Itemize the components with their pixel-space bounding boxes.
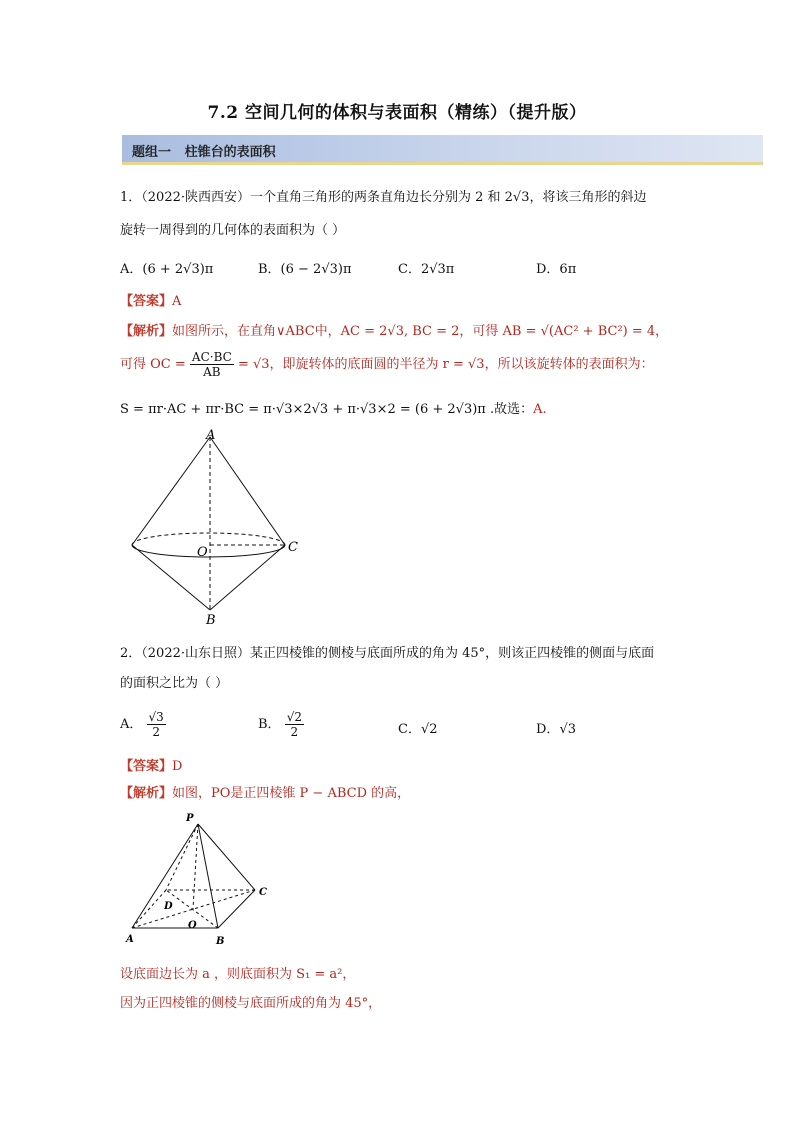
q1-label-o: O — [197, 545, 208, 560]
q1-analysis3-text: S = πr·AC + πr·BC = π·√3×2√3 + π·√3×2 = (6 + 2√3)π .故选： — [120, 402, 534, 417]
q2-base-da — [132, 890, 166, 928]
q1-oc-frac-num: AC·BC — [191, 350, 232, 364]
q2-option-b-den: 2 — [290, 725, 299, 739]
q2-stem-line1: 2．（2022·山东日照）某正四棱锥的侧棱与底面所成的角为 45°，则该正四棱锥的侧面与底面 — [120, 646, 655, 661]
q1-analysis-line2 — [120, 350, 654, 379]
q1-label-b: B — [206, 613, 216, 625]
q2-option-c-text: √2 — [420, 722, 438, 737]
q2-option-b-letter: B． — [258, 717, 281, 732]
q2-edge-pc — [198, 824, 255, 890]
q1-ellipse-front — [132, 545, 285, 557]
q1-answer-tag: 【答案】 — [120, 294, 173, 309]
q2-option-a-den: 2 — [152, 725, 160, 739]
q1-oc-fraction — [190, 350, 234, 379]
q2-edge-pb — [198, 824, 218, 928]
q1-ellipse-back — [132, 533, 285, 545]
q1-analysis-line3 — [120, 398, 547, 417]
q2-label-b: B — [216, 936, 225, 947]
q2-label-a: A — [126, 934, 134, 945]
q2-stem-line2: 的面积之比为（ ） — [120, 676, 229, 691]
q2-option-a — [120, 710, 166, 739]
q1-option-a: A．(6 + 2√3)π — [120, 262, 214, 277]
q2-label-o: O — [188, 920, 197, 931]
q1-analysis-line1 — [120, 320, 668, 339]
group-header-label: 题组一 柱锥台的表面积 — [132, 145, 276, 160]
q1-answer-value: A — [172, 294, 182, 309]
q1-double-cone-figure — [120, 425, 320, 625]
q1-analysis3-choice: A. — [533, 402, 547, 417]
q1-option-b: B．(6 − 2√3)π — [258, 262, 352, 277]
q2-answer-tag: 【答案】 — [120, 759, 173, 774]
q1-label-c: C — [288, 540, 298, 555]
q1-option-c: C．2√3π — [398, 262, 455, 277]
q1-stem-line1: 1．（2022·陕西西安）一个直角三角形的两条直角边长分别为 2 和 2√3，将该三角形的斜边 — [120, 190, 647, 205]
q2-option-d — [536, 718, 576, 737]
q2-analysis-tag: 【解析】 — [120, 786, 173, 801]
q2-edge-pd — [166, 824, 198, 890]
q2-answer-value: D — [172, 759, 183, 774]
q2-option-b-num: √2 — [286, 710, 302, 724]
q2-analysis-line1 — [120, 782, 410, 801]
q1-label-a: A — [206, 428, 216, 443]
q1-stem-line2: 旋转一周得到的几何体的表面积为（ ） — [120, 223, 346, 238]
q1-analysis-tag: 【解析】 — [120, 324, 173, 339]
q2-option-d-text: √3 — [559, 722, 576, 737]
q1-edge-a-c — [210, 437, 285, 545]
q1-oc-frac-den: AB — [203, 365, 221, 379]
q2-option-c-letter: C． — [398, 722, 421, 737]
group-header-bar — [122, 135, 763, 165]
q2-label-p: P — [186, 813, 194, 824]
q2-analysis-text1: 如图，PO是正四棱锥 P − ABCD 的高， — [172, 786, 411, 801]
q1-analysis2-prefix: 可得 OC = — [120, 357, 186, 372]
q2-edge-pa — [132, 824, 198, 928]
q2-height-po — [193, 824, 198, 909]
q2-option-a-fraction — [147, 710, 166, 739]
q2-label-d: D — [164, 901, 173, 912]
q2-analysis-line4: 因为正四棱锥的侧棱与底面所成的角为 45°， — [120, 996, 382, 1011]
page-title: 7.2 空间几何的体积与表面积（精练）（提升版） — [207, 103, 587, 123]
q2-option-b-fraction — [285, 710, 304, 739]
q2-option-c — [398, 718, 438, 737]
q2-label-c: C — [259, 887, 267, 898]
q1-answer-line — [120, 290, 181, 309]
q1-analysis-text1: 如图所示，在直角∨ABC中，AC = 2√3, BC = 2，可得 AB = √(AC² + BC²) = 4， — [172, 324, 669, 339]
q2-pyramid-figure — [120, 808, 280, 950]
q2-option-a-letter: A． — [120, 717, 143, 732]
q2-analysis-line3: 设底面边长为 a ，则底面积为 S₁ = a²， — [120, 967, 356, 982]
q2-answer-line — [120, 755, 182, 774]
q1-analysis2-suffix: = √3，即旋转体的底面圆的半径为 r = √3，所以该旋转体的表面积为： — [237, 357, 654, 372]
q1-edge-c-b — [210, 545, 285, 610]
q1-edge-a-left — [132, 437, 210, 545]
q1-option-d: D．6π — [536, 262, 577, 277]
q2-option-a-num: √3 — [148, 710, 164, 724]
q2-option-b — [258, 710, 304, 739]
q2-option-d-letter: D． — [536, 722, 560, 737]
